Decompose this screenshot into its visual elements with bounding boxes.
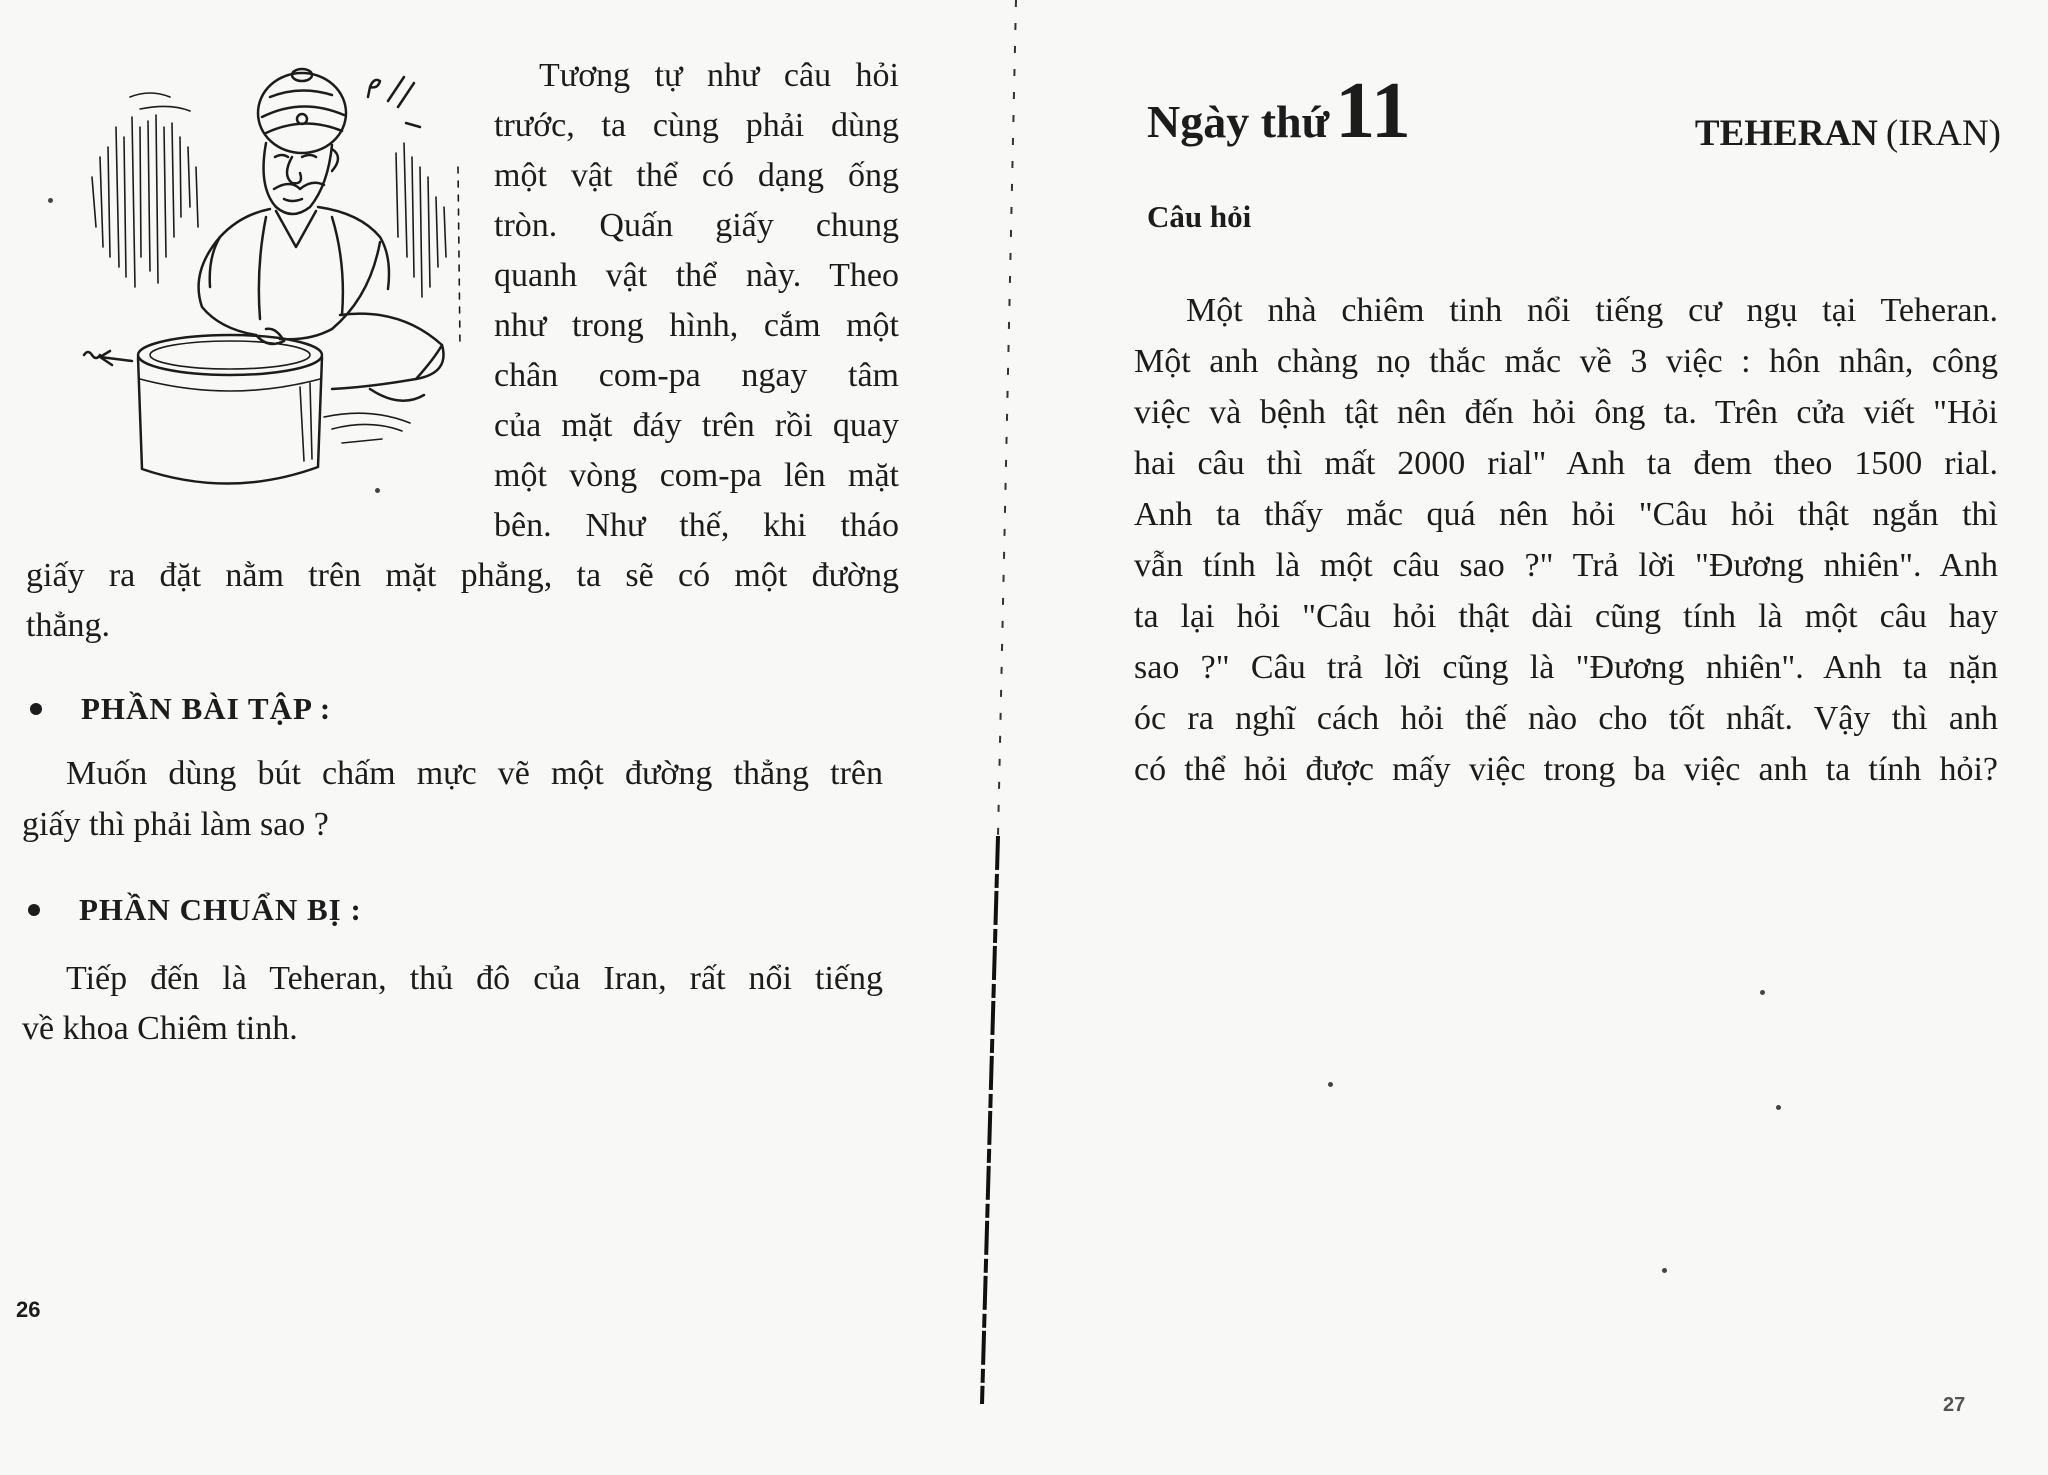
text-line: của mặt đáy trên rồi quay [494, 407, 899, 444]
page-number-left: 26 [16, 1297, 41, 1322]
text-line: quanh vật thể này. Theo [494, 257, 899, 294]
text-line: chân com-pa ngay tâm [494, 357, 899, 394]
text-line: thẳng. [26, 607, 111, 644]
section-heading: Câu hỏi [1147, 199, 1252, 234]
text-line: vẫn tính là một câu sao ?" Trả lời "Đương nhiên". Anh [1134, 547, 1998, 584]
text-line: sao ?" Câu trả lời cũng là "Đương nhiên". Anh ta nặn [1134, 649, 1998, 686]
intro-paragraph [26, 51, 899, 651]
text-line: một vật thể có dạng ống [494, 157, 899, 194]
scan-speck [1760, 990, 1765, 995]
text-line: một vòng com-pa lên mặt [494, 457, 899, 494]
text-line: như trong hình, cắm một [494, 307, 899, 344]
text-line: Tương tự như câu hỏi [539, 57, 899, 94]
text-line: tròn. Quấn giấy chung [494, 207, 899, 244]
text-line: giấy thì phải làm sao ? [22, 806, 329, 843]
scan-speck [1662, 1268, 1667, 1273]
country-name: (IRAN) [1885, 113, 2001, 154]
text-line: Muốn dùng bút chấm mực vẽ một đường thẳng trên [66, 755, 883, 792]
scan-speck [1328, 1082, 1333, 1087]
text-line: óc ra nghĩ cách hỏi thế nào cho tốt nhất. Vậy thì anh [1134, 700, 1998, 737]
text-line: Một nhà chiêm tinh nổi tiếng cư ngụ tại Teheran. [1186, 292, 1998, 329]
page-number-right: 27 [1943, 1394, 1966, 1416]
day-number: 11 [1335, 67, 1411, 155]
text-line: ta lại hỏi "Câu hỏi thật dài cũng tính là một câu hay [1134, 598, 1998, 635]
city-name: TEHERAN [1694, 113, 1878, 154]
day-label: Ngày thứ [1147, 96, 1330, 147]
exercise-heading [30, 684, 331, 734]
exercise-heading-text: PHẦN BÀI TẬP : [81, 691, 332, 726]
text-line: việc và bệnh tật nên đến hỏi ông ta. Trên cửa viết "Hỏi [1134, 394, 1998, 431]
question-paragraph [1134, 285, 1998, 795]
gutter-line-lower [982, 836, 998, 1404]
bullet-icon [28, 904, 40, 916]
text-line: giấy ra đặt nằm trên mặt phẳng, ta sẽ có một đường [26, 557, 899, 594]
book-gutter [970, 0, 1030, 1420]
day-title [1147, 66, 1411, 156]
text-line: hai câu thì mất 2000 rial" Anh ta đem theo 1500 rial. [1134, 445, 1998, 482]
text-line: Tiếp đến là Teheran, thủ đô của Iran, rất nổi tiếng [66, 960, 883, 997]
bullet-icon [30, 703, 42, 715]
text-line: bên. Như thế, khi tháo [494, 507, 899, 544]
preparation-paragraph [22, 954, 883, 1054]
text-line: Anh ta thấy mắc quá nên hỏi "Câu hỏi thật ngắn thì [1134, 496, 1998, 533]
text-line: về khoa Chiêm tinh. [22, 1010, 298, 1047]
preparation-heading-text: PHẦN CHUẨN BỊ : [79, 892, 362, 927]
scan-speck [48, 198, 53, 203]
scan-speck [1776, 1105, 1781, 1110]
preparation-heading [28, 885, 362, 935]
text-line: trước, ta cùng phải dùng [494, 107, 899, 144]
text-line: Một anh chàng nọ thắc mắc về 3 việc : hôn nhân, công [1134, 343, 1998, 380]
gutter-line-upper [998, 0, 1016, 836]
exercise-paragraph [22, 748, 883, 850]
text-line: có thể hỏi được mấy việc trong ba việc anh ta tính hỏi? [1134, 751, 1998, 788]
location-title [1695, 109, 2001, 159]
scan-speck [375, 488, 380, 493]
